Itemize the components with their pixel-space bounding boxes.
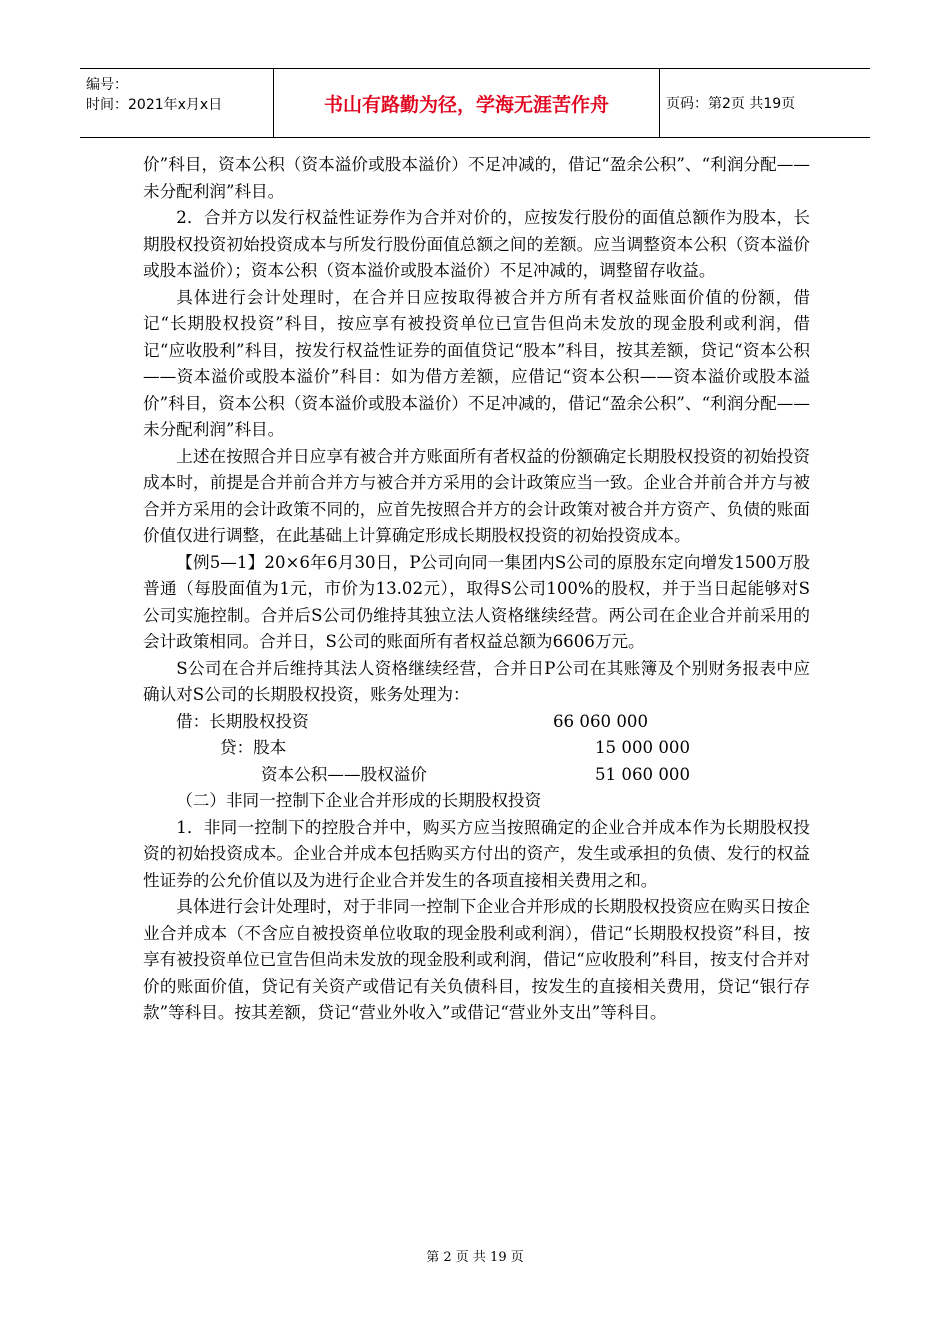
- paragraph: 上述在按照合并日应享有被合并方账面所有者权益的份额确定长期股权投资的初始投资成本时，前提是合并前合并方与被合并方采用的会计政策应当一致。企业合并前合并方与被合并方采用的会计政策不同的，应首先按照合并方的会计政策对被合并方资产、负债的账面价值仅进行调整，在此基础上计算确定形成长期股权投资的初始投资成本。: [143, 446, 810, 545]
- journal-entry-credit: [143, 735, 810, 762]
- paragraph: 具体进行会计处理时，对于非同一控制下企业合并形成的长期股权投资应在购买日按企业合并成本（不含应自被投资单位收取的现金股利或利润），借记“长期股权投资”科目，按享有被投资单位已宣告但尚未发放的现金股利或利润，借记“应收股利”科目，按支付合并对价的账面价值，贷记有关资产或借记有关负债科目，按发生的直接相关费用，贷记“银行存款”等科目。按其差额，贷记“营业外收入”或借记“营业外支出”等科目。: [143, 897, 810, 1022]
- journal-account: 贷：股本: [220, 738, 287, 757]
- paragraph: 1．非同一控制下的控股合并中，购买方应当按照确定的企业合并成本作为长期股权投资的初始投资成本。企业合并成本包括购买方付出的资产，发生或承担的负债、发行的权益性证券的公允价值以及为进行企业合并发生的各项直接相关费用之和。: [143, 817, 810, 890]
- journal-amount: 51 060 000: [595, 764, 691, 784]
- header-page-info: 页码：第2页 共19页: [666, 96, 796, 112]
- document-date: 时间：2021年x月x日: [86, 97, 223, 113]
- journal-amount: 15 000 000: [595, 738, 691, 757]
- page-footer: 第 2 页 共 19 页: [426, 1250, 524, 1265]
- paragraph: 2．合并方以发行权益性证券作为合并对价的，应按发行股份的面值总额作为股本，长期股权投资初始投资成本与所发行股份面值总额之间的差额。应当调整资本公积（资本溢价或股本溢价）；资本公积（资本溢价或股本溢价）不足冲减的，调整留存收益。: [143, 208, 810, 280]
- journal-amount: 66 060 000: [553, 711, 649, 731]
- journal-entry-credit: [143, 762, 810, 789]
- journal-entry-debit: [143, 709, 810, 736]
- document-code-label: 编号：: [86, 77, 128, 93]
- header-divider: [659, 69, 660, 137]
- document-body: [143, 152, 810, 1027]
- header-motto: 书山有路勤为径，学海无涯苦作舟: [323, 93, 609, 116]
- paragraph: S公司在合并后维持其法人资格继续经营，合并日P公司在其账簿及个别财务报表中应确认对S公司的长期股权投资，账务处理为：: [143, 658, 810, 704]
- header-meta: [86, 75, 271, 115]
- journal-account: 借：长期股权投资: [176, 711, 309, 731]
- section-heading: （二）非同一控制下企业合并形成的长期股权投资: [176, 791, 542, 810]
- paragraph: 具体进行会计处理时，在合并日应按取得被合并方所有者权益账面价值的份额，借记“长期股权投资”科目，按应享有被投资单位已宣告但尚未发放的现金股利或利润，借记“应收股利”科目，按发行权益性证券的面值贷记“股本”科目，按其差额，贷记“资本公积——资本溢价或股本溢价”科目：如为借方差额，应借记“资本公积——资本溢价或股本溢价”科目，资本公积（资本溢价或股本溢价）不足冲减的，借记“盈余公积”、“利润分配——未分配利润”科目。: [143, 287, 810, 439]
- paragraph: 价”科目，资本公积（资本溢价或股本溢价）不足冲减的，借记“盈余公积”、“利润分配——未分配利润”科目。: [143, 155, 810, 201]
- journal-account: 资本公积——股权溢价: [261, 764, 427, 784]
- page-header: [80, 68, 870, 138]
- example-paragraph: 【例5—1】20×6年6月30日，P公司向同一集团内S公司的原股东定向增发1500万股普通（每股面值为1元，市价为13.02元），取得S公司100%的股权，并于当日起能够对S公司实施控制。合并后S公司仍维持其独立法人资格继续经营。两公司在企业合并前采用的会计政策相同。合并日，S公司的账面所有者权益总额为6606万元。: [143, 552, 810, 651]
